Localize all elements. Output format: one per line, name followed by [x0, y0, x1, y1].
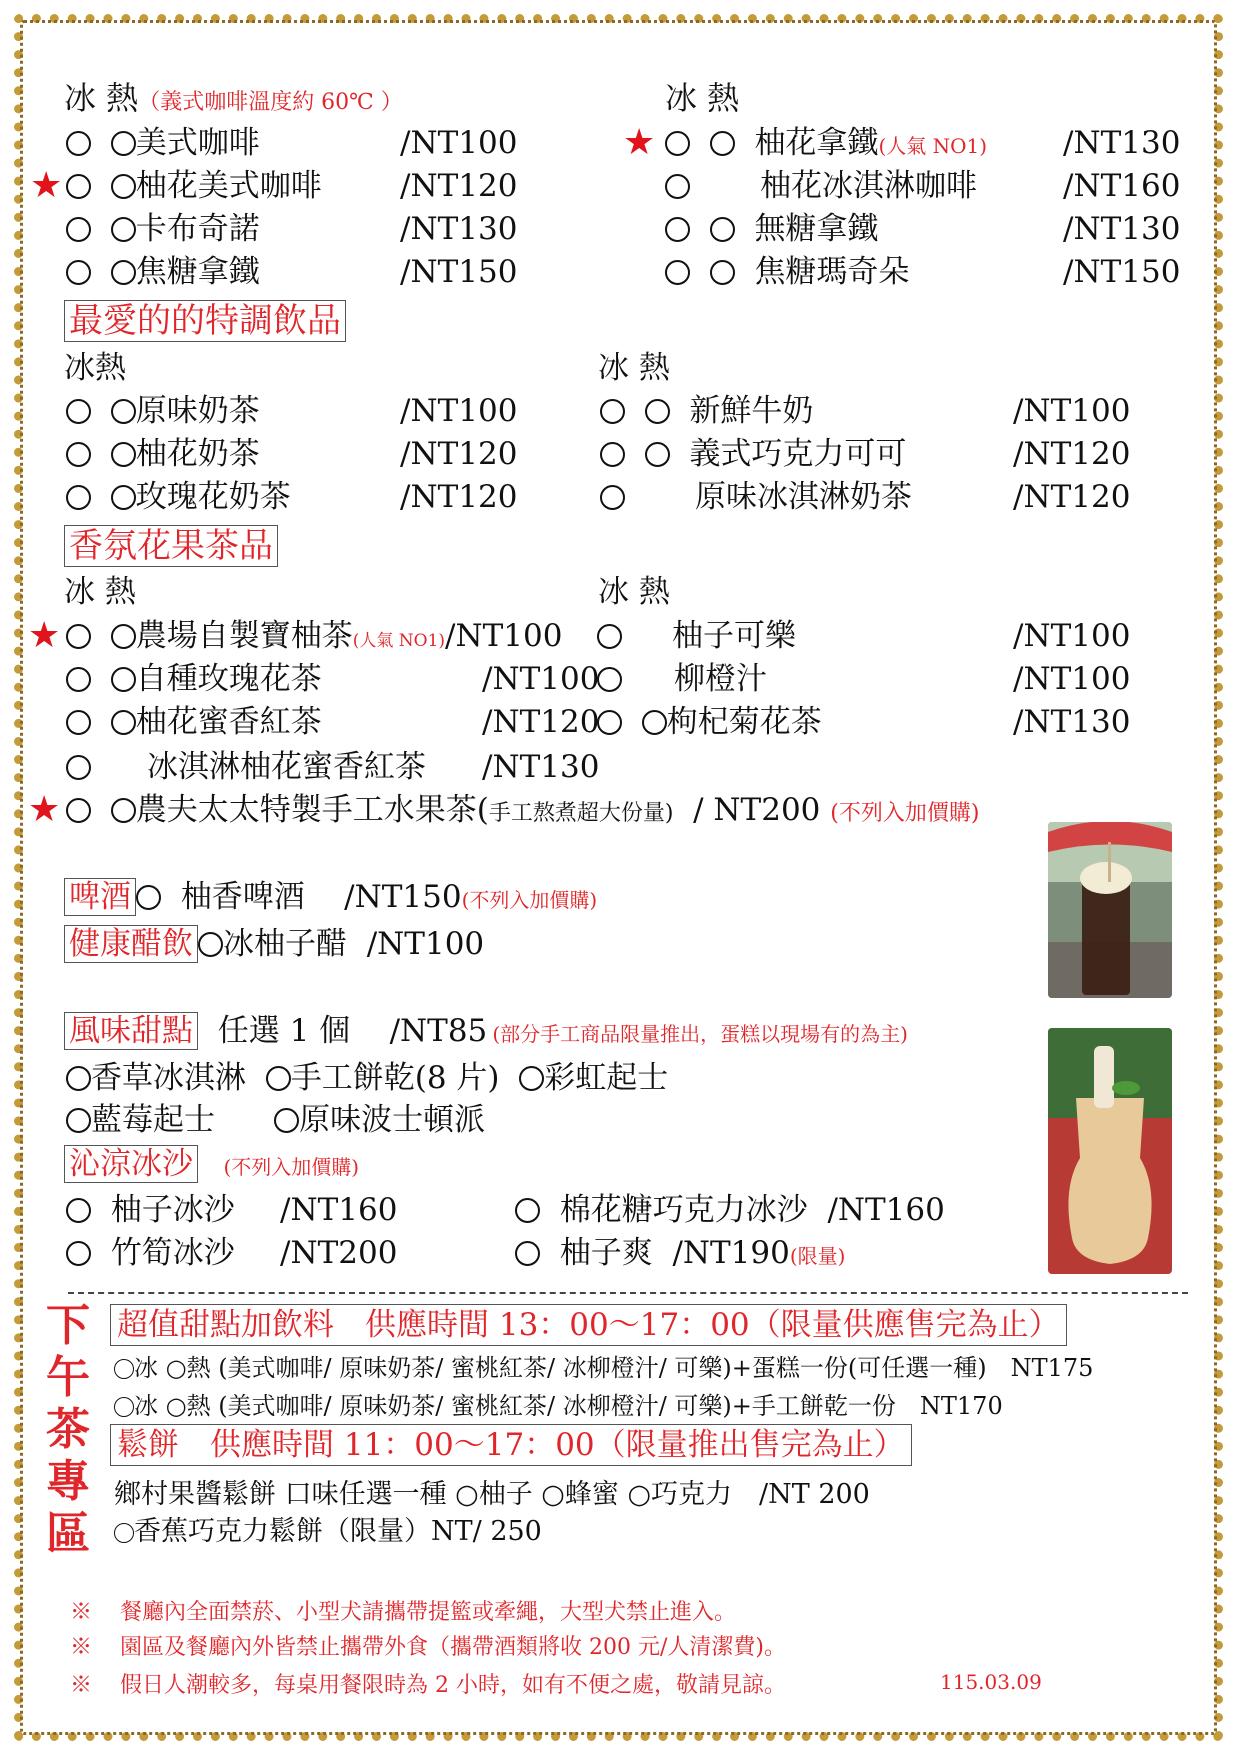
circle-icon[interactable]	[600, 485, 625, 510]
price: /NT130	[1063, 125, 1181, 161]
dessert-options-row2[interactable]: 藍莓起士 原味波士頓派	[66, 1102, 485, 1138]
price: /NT120	[400, 479, 518, 515]
star-icon: ★	[30, 165, 63, 206]
circle-icon[interactable]	[710, 131, 735, 156]
price: /NT120	[400, 168, 518, 204]
section-title-beer: 啤酒	[64, 878, 136, 916]
tea-right-header: 冰 熱	[598, 574, 670, 610]
circle-icon[interactable]	[645, 399, 670, 424]
circle-icon[interactable]	[597, 710, 622, 735]
special-left-item-2[interactable]: 柚花奶茶	[66, 436, 260, 472]
circle-icon[interactable]	[111, 399, 136, 424]
coffee-right-header: 冰 熱	[665, 79, 740, 117]
afternoon-set-2[interactable]: 冰 ○熱 (美式咖啡/ 原味奶茶/ 蜜桃紅茶/ 冰柳橙汁/ 可樂)+手工餅乾一份 NT170	[114, 1391, 1003, 1421]
circle-icon[interactable]	[600, 399, 625, 424]
price: /NT130	[1013, 704, 1131, 740]
circle-icon[interactable]	[519, 1066, 544, 1091]
tea-left-item-1[interactable]: 農場自製寶柚茶(人氣 NO1)/NT100	[66, 618, 562, 659]
price: /NT100	[482, 661, 600, 697]
circle-icon[interactable]	[66, 624, 91, 649]
price: /NT150	[400, 254, 518, 290]
price: /NT100	[400, 125, 518, 161]
circle-icon[interactable]	[111, 485, 136, 510]
special-left-header: 冰熱	[64, 350, 126, 386]
afternoon-tea-side-label: 下午茶專區	[46, 1300, 90, 1559]
price: /NT200	[280, 1235, 398, 1271]
tea-right-item-2[interactable]: 柳橙汁	[597, 661, 767, 697]
price: /NT160	[1063, 168, 1181, 204]
circle-icon[interactable]	[266, 1066, 291, 1091]
special-left-item-3[interactable]: 玫瑰花奶茶	[66, 479, 291, 515]
circle-icon[interactable]	[66, 1241, 91, 1266]
footer-note-1: ※ 餐廳內全面禁菸、小型犬請攜帶提籃或牽繩，大型犬禁止進入。	[70, 1600, 737, 1625]
circle-icon[interactable]	[66, 710, 91, 735]
coffee-right-item-3[interactable]: 無糖拿鐵	[665, 211, 878, 247]
price: /NT120	[400, 436, 518, 472]
circle-icon[interactable]	[198, 932, 223, 957]
section-title-smoothie: 沁涼冰沙	[64, 1145, 198, 1183]
star-icon: ★	[28, 789, 61, 830]
section-title-vinegar: 健康醋飲	[64, 925, 198, 963]
circle-icon[interactable]	[111, 217, 136, 242]
circle-icon[interactable]	[665, 260, 690, 285]
circle-icon[interactable]	[111, 174, 136, 199]
tea-left-item-2[interactable]: 自種玫瑰花茶	[66, 661, 322, 697]
footer-note-2: ※ 園區及餐廳內外皆禁止攜帶外食（攜帶酒類將收 200 元/人清潔費)。	[70, 1635, 786, 1660]
circle-icon[interactable]	[66, 798, 91, 823]
circle-icon[interactable]	[515, 1241, 540, 1266]
iced-coffee-float-photo	[1048, 822, 1172, 998]
circle-icon[interactable]	[66, 260, 91, 285]
circle-icon[interactable]	[66, 1198, 91, 1223]
menu-date: 115.03.09	[940, 1670, 1042, 1694]
circle-icon[interactable]	[597, 667, 622, 692]
afternoon-set-title: 超值甜點加飲料 供應時間 13：00～17：00（限量供應售完為止）	[110, 1304, 1067, 1346]
coffee-left-header: 冰 熱（義式咖啡溫度約 60℃ ）	[64, 79, 403, 117]
circle-icon[interactable]	[66, 217, 91, 242]
circle-icon[interactable]	[597, 624, 622, 649]
circle-icon[interactable]	[710, 260, 735, 285]
price: /NT130	[400, 211, 518, 247]
circle-icon[interactable]	[66, 1108, 91, 1133]
dessert-row: 風味甜點 任選 1 個 /NT85 (部分手工商品限量推出，蛋糕以現場有的為主)	[64, 1012, 908, 1050]
price: /NT100	[1013, 618, 1131, 654]
vinegar-row[interactable]: 健康醋飲 冰柚子醋 /NT100	[64, 925, 484, 963]
circle-icon[interactable]	[642, 710, 667, 735]
price: /NT130	[1063, 211, 1181, 247]
price: /NT100	[400, 393, 518, 429]
special-right-item-3[interactable]: 原味冰淇淋奶茶	[600, 479, 912, 515]
iced-coffee-photo-graphic	[1048, 822, 1172, 998]
circle-icon[interactable]	[665, 217, 690, 242]
section-title-special: 最愛的的特調飲品	[64, 300, 346, 342]
special-left-item-1[interactable]: 原味奶茶	[66, 393, 260, 429]
price: /NT160	[280, 1192, 398, 1228]
circle-icon[interactable]	[66, 667, 91, 692]
fruit-tea-item[interactable]: 農夫太太特製手工水果茶(手工熬煮超大份量) / NT200 (不列入加價購)	[66, 792, 979, 832]
special-right-item-1[interactable]: 新鮮牛奶	[600, 393, 813, 429]
waffle-item-2[interactable]: 香蕉巧克力鬆餅（限量）NT/ 250	[114, 1517, 542, 1547]
tea-left-item-4[interactable]: 冰淇淋柚花蜜香紅茶	[66, 749, 426, 785]
smoothie-item-3[interactable]: 竹筍冰沙	[66, 1235, 235, 1271]
circle-icon[interactable]	[710, 217, 735, 242]
price: /NT130	[482, 749, 600, 785]
tea-right-item-1[interactable]: 柚子可樂	[597, 618, 796, 654]
tea-left-item-3[interactable]: 柚花蜜香紅茶	[66, 704, 322, 740]
waffle-title: 鬆餅 供應時間 11：00～17：00（限量推出售完為止）	[110, 1424, 912, 1466]
smoothie-item-2[interactable]: 棉花糖巧克力冰沙 /NT160	[515, 1192, 945, 1228]
price: /NT120	[1013, 436, 1131, 472]
smoothie-item-4[interactable]: 柚子爽 /NT190(限量)	[515, 1235, 845, 1274]
price: /NT120	[1013, 479, 1131, 515]
dessert-options-row1[interactable]: 香草冰淇淋 手工餅乾(8 片) 彩虹起士	[66, 1060, 668, 1096]
coffee-left-item-4[interactable]: 焦糖拿鐵	[66, 254, 260, 290]
circle-icon[interactable]	[66, 485, 91, 510]
price: /NT150	[1063, 254, 1181, 290]
circle-icon[interactable]	[66, 1066, 91, 1091]
smoothie-photo	[1048, 1028, 1172, 1274]
coffee-left-item-3[interactable]: 卡布奇諾	[66, 211, 260, 247]
star-icon: ★	[28, 615, 61, 656]
smoothie-item-1[interactable]: 柚子冰沙	[66, 1192, 235, 1228]
circle-icon[interactable]	[111, 710, 136, 735]
circle-icon[interactable]	[114, 1523, 134, 1543]
tea-right-item-3[interactable]: 枸杞菊花茶	[597, 704, 822, 740]
coffee-right-item-1[interactable]: 柚花拿鐵(人氣 NO1)	[665, 125, 987, 164]
coffee-left-item-2[interactable]: 柚花美式咖啡	[66, 168, 322, 204]
circle-icon[interactable]	[111, 667, 136, 692]
coffee-right-item-2[interactable]: 柚花冰淇淋咖啡	[665, 168, 977, 204]
circle-icon[interactable]	[111, 131, 136, 156]
tea-left-header: 冰 熱	[64, 574, 136, 610]
circle-icon[interactable]	[114, 1359, 134, 1379]
price: /NT120	[482, 704, 600, 740]
circle-icon[interactable]	[136, 885, 161, 910]
circle-icon[interactable]	[66, 131, 91, 156]
circle-icon[interactable]	[66, 174, 91, 199]
waffle-item-1[interactable]: 鄉村果醬鬆餅 口味任選一種 ○柚子 ○蜂蜜 ○巧克力 /NT 200	[114, 1479, 870, 1510]
smoothie-photo-graphic	[1048, 1028, 1172, 1274]
coffee-left-item-1[interactable]: 美式咖啡	[66, 125, 260, 161]
circle-icon[interactable]	[66, 399, 91, 424]
circle-icon[interactable]	[645, 442, 670, 467]
circle-icon[interactable]	[66, 755, 91, 780]
beer-row[interactable]: 啤酒 柚香啤酒 /NT150(不列入加價購)	[64, 878, 597, 916]
special-right-item-2[interactable]: 義式巧克力可可	[600, 436, 906, 472]
section-title-tea: 香氛花果茶品	[64, 525, 278, 567]
circle-icon[interactable]	[111, 798, 136, 823]
coffee-right-item-4[interactable]: 焦糖瑪奇朵	[665, 254, 909, 290]
circle-icon[interactable]	[114, 1397, 134, 1417]
afternoon-set-1[interactable]: 冰 ○熱 (美式咖啡/ 原味奶茶/ 蜜桃紅茶/ 冰柳橙汁/ 可樂)+蛋糕一份(可任選一種) NT175	[114, 1353, 1093, 1383]
circle-icon[interactable]	[111, 260, 136, 285]
circle-icon[interactable]	[515, 1198, 540, 1223]
special-right-header: 冰 熱	[598, 350, 670, 386]
price: /NT100	[1013, 661, 1131, 697]
circle-icon[interactable]	[665, 174, 690, 199]
circle-icon[interactable]	[111, 624, 136, 649]
footer-note-3: ※ 假日人潮較多，每桌用餐限時為 2 小時，如有不便之處，敬請見諒。	[70, 1673, 786, 1698]
circle-icon[interactable]	[600, 442, 625, 467]
section-title-dessert: 風味甜點	[64, 1012, 198, 1050]
divider	[68, 1292, 1188, 1294]
circle-icon[interactable]	[665, 131, 690, 156]
price: /NT100	[1013, 393, 1131, 429]
star-icon: ★	[623, 122, 656, 163]
circle-icon[interactable]	[111, 442, 136, 467]
circle-icon[interactable]	[66, 442, 91, 467]
circle-icon[interactable]	[274, 1108, 299, 1133]
smoothie-title-row: 沁涼冰沙 (不列入加價購)	[64, 1145, 359, 1183]
